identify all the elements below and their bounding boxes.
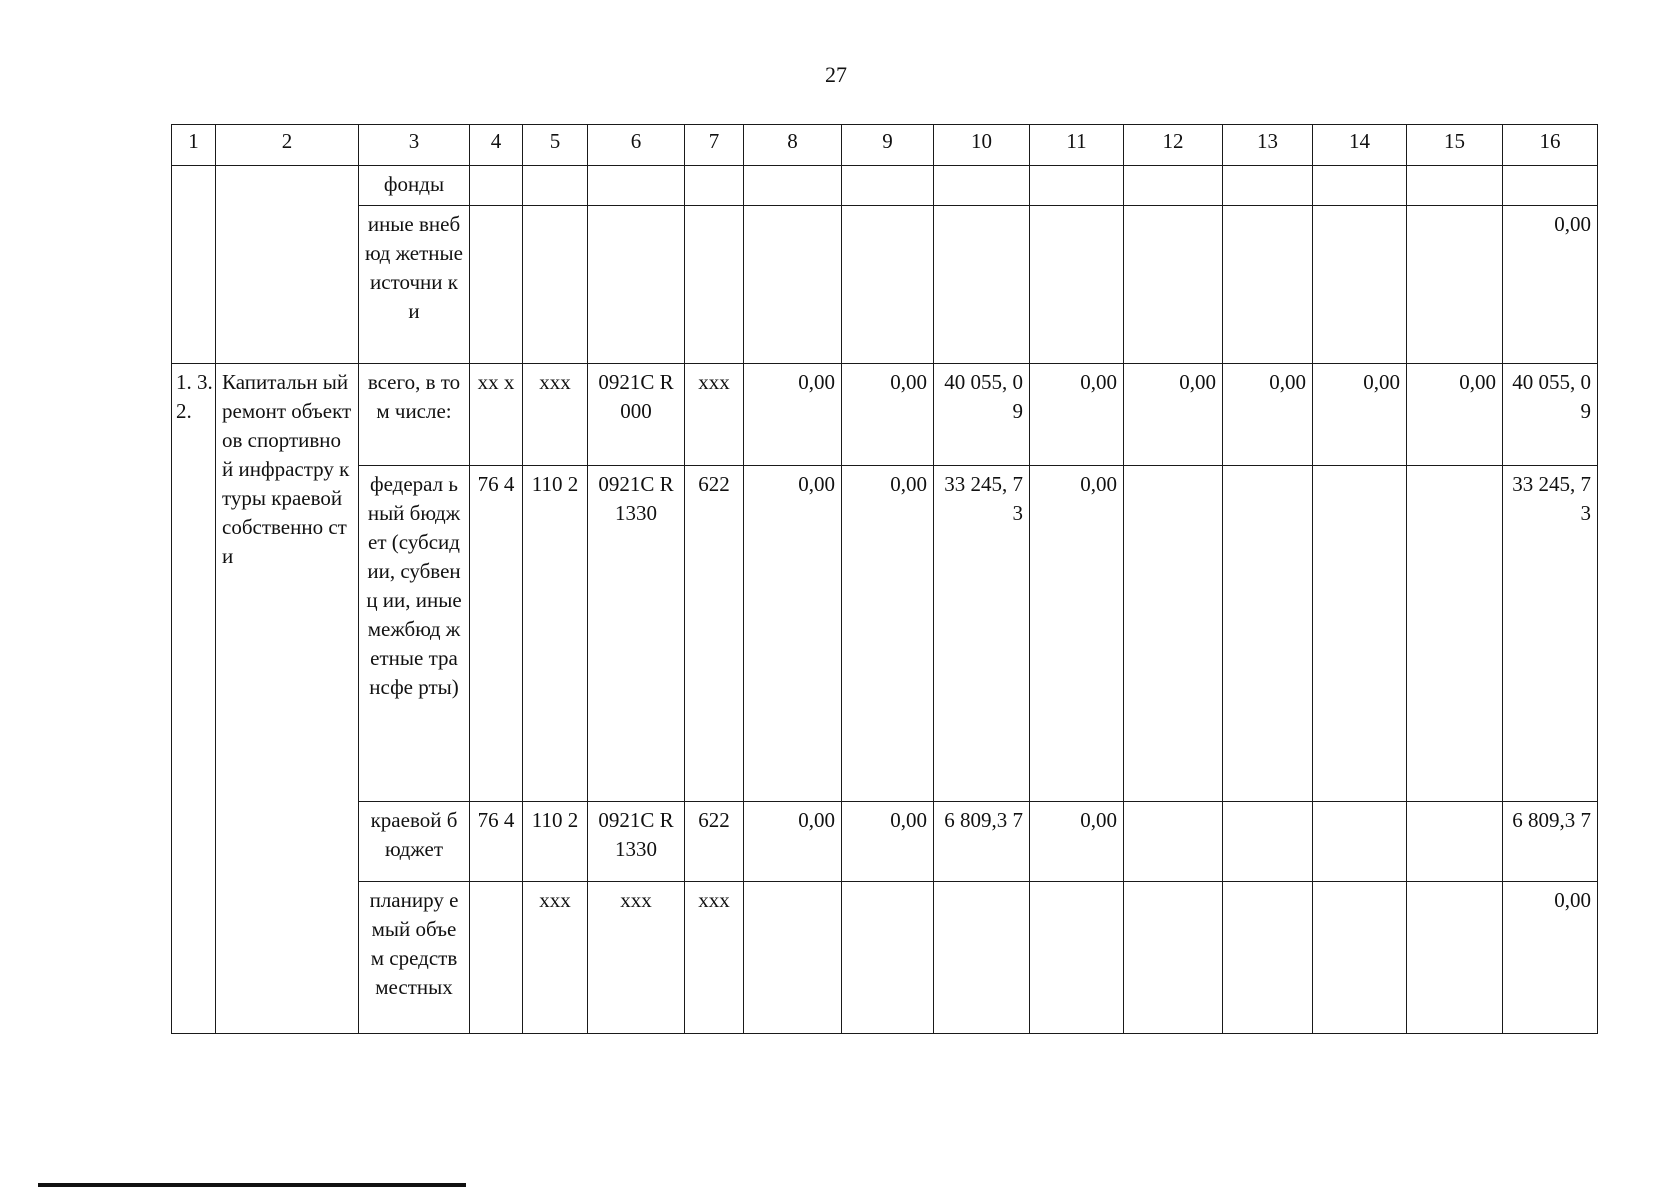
cell-code: xx x [470,364,523,466]
cell-empty [744,206,842,364]
table-row-regional-budget [172,802,1598,882]
cell-code: xxx [523,364,588,466]
cell-empty [1030,166,1124,206]
cell-empty [842,206,934,364]
cell-value: 0,00 [1503,882,1598,1034]
cell-value: 0,00 [1030,364,1124,466]
header-cell: 9 [842,125,934,166]
cell-empty [1313,166,1407,206]
cell-empty [1407,802,1503,882]
cell-value: 40 055, 09 [934,364,1030,466]
cell-empty [1407,166,1503,206]
cell-code: 76 4 [470,802,523,882]
header-cell: 3 [359,125,470,166]
cell-empty [685,206,744,364]
cell-empty [1407,466,1503,802]
header-cell: 8 [744,125,842,166]
cell-item-number: 1. 3. 2. [172,364,216,1034]
cell-empty [1223,166,1313,206]
cell-value: 0,00 [1223,364,1313,466]
cell-empty [842,882,934,1034]
cell-code: 110 2 [523,802,588,882]
cell-empty [1313,802,1407,882]
cell-empty [588,206,685,364]
header-cell: 12 [1124,125,1223,166]
header-cell: 2 [216,125,359,166]
cell-empty [588,166,685,206]
cell-code: 0921C R000 [588,364,685,466]
cell-empty [1124,206,1223,364]
cell-empty [842,166,934,206]
cell-empty [523,166,588,206]
cell-empty [934,166,1030,206]
cell-empty [1223,802,1313,882]
cell-value: 0,00 [1313,364,1407,466]
cell-value: 0,00 [842,364,934,466]
cell-value: 0,00 [744,802,842,882]
cell-value: 33 245, 73 [934,466,1030,802]
header-cell: 14 [1313,125,1407,166]
cell-empty [744,166,842,206]
cell-code: 622 [685,802,744,882]
cell-source-label: всего, в том числе: [359,364,470,466]
cell-item-name: Капитальн ый ремонт объектов спортивной инфрастру ктуры краевой собственно сти [216,364,359,1034]
budget-table [171,124,1598,1034]
cell-value: 0,00 [842,466,934,802]
cell-value: 0,00 [1030,802,1124,882]
cell-source-label: федерал ьный бюджет (субсид ии, субвенц ии, иные межбюд жетные трансфе рты) [359,466,470,802]
cell-empty [934,206,1030,364]
cell-value: 0,00 [1124,364,1223,466]
cell-source-label: иные внебюд жетные источни ки [359,206,470,364]
cell-empty [1503,166,1598,206]
cell-code: xxx [685,882,744,1034]
cell-empty [1124,466,1223,802]
table-row-funds [172,166,1598,206]
footer-rule [38,1183,466,1187]
cell-empty [1030,206,1124,364]
header-cell: 16 [1503,125,1598,166]
cell-empty [1313,206,1407,364]
cell-empty [216,166,359,364]
cell-empty [1223,882,1313,1034]
header-cell: 13 [1223,125,1313,166]
cell-value: 0,00 [1030,466,1124,802]
cell-value: 0,00 [744,364,842,466]
header-cell: 15 [1407,125,1503,166]
cell-value: 0,00 [744,466,842,802]
cell-value: 6 809,3 7 [934,802,1030,882]
cell-value: 33 245, 73 [1503,466,1598,802]
page-number: 27 [825,62,847,87]
header-cell: 4 [470,125,523,166]
header-cell: 11 [1030,125,1124,166]
cell-code: 0921C R1330 [588,466,685,802]
header-cell: 5 [523,125,588,166]
cell-source-label: планиру емый объем средств местных [359,882,470,1034]
header-cell: 1 [172,125,216,166]
cell-empty [470,206,523,364]
cell-empty [1313,466,1407,802]
header-cell: 10 [934,125,1030,166]
cell-empty [1124,802,1223,882]
cell-source-label: фонды [359,166,470,206]
cell-empty [1313,882,1407,1034]
cell-empty [1407,882,1503,1034]
cell-value: 40 055, 09 [1503,364,1598,466]
header-row [172,125,1598,166]
header-cell: 7 [685,125,744,166]
cell-empty [172,166,216,364]
cell-value: 0,00 [1407,364,1503,466]
table-row-local-funds [172,882,1598,1034]
cell-empty [744,882,842,1034]
cell-code: 76 4 [470,466,523,802]
cell-empty [1124,882,1223,1034]
cell-value: 6 809,3 7 [1503,802,1598,882]
cell-source-label: краевой бюджет [359,802,470,882]
cell-empty [685,166,744,206]
cell-code: 622 [685,466,744,802]
cell-code: xxx [588,882,685,1034]
cell-empty [1124,166,1223,206]
cell-empty [470,882,523,1034]
cell-empty [934,882,1030,1034]
table-row-federal-budget [172,466,1598,802]
table-row-total [172,364,1598,466]
header-cell: 6 [588,125,685,166]
cell-empty [1030,882,1124,1034]
cell-empty [523,206,588,364]
cell-code: xxx [685,364,744,466]
cell-empty [470,166,523,206]
cell-empty [1223,206,1313,364]
table-row-other-sources [172,206,1598,364]
cell-value: 0,00 [1503,206,1598,364]
cell-code: xxx [523,882,588,1034]
cell-empty [1407,206,1503,364]
cell-value: 0,00 [842,802,934,882]
cell-code: 110 2 [523,466,588,802]
cell-empty [1223,466,1313,802]
cell-code: 0921C R1330 [588,802,685,882]
